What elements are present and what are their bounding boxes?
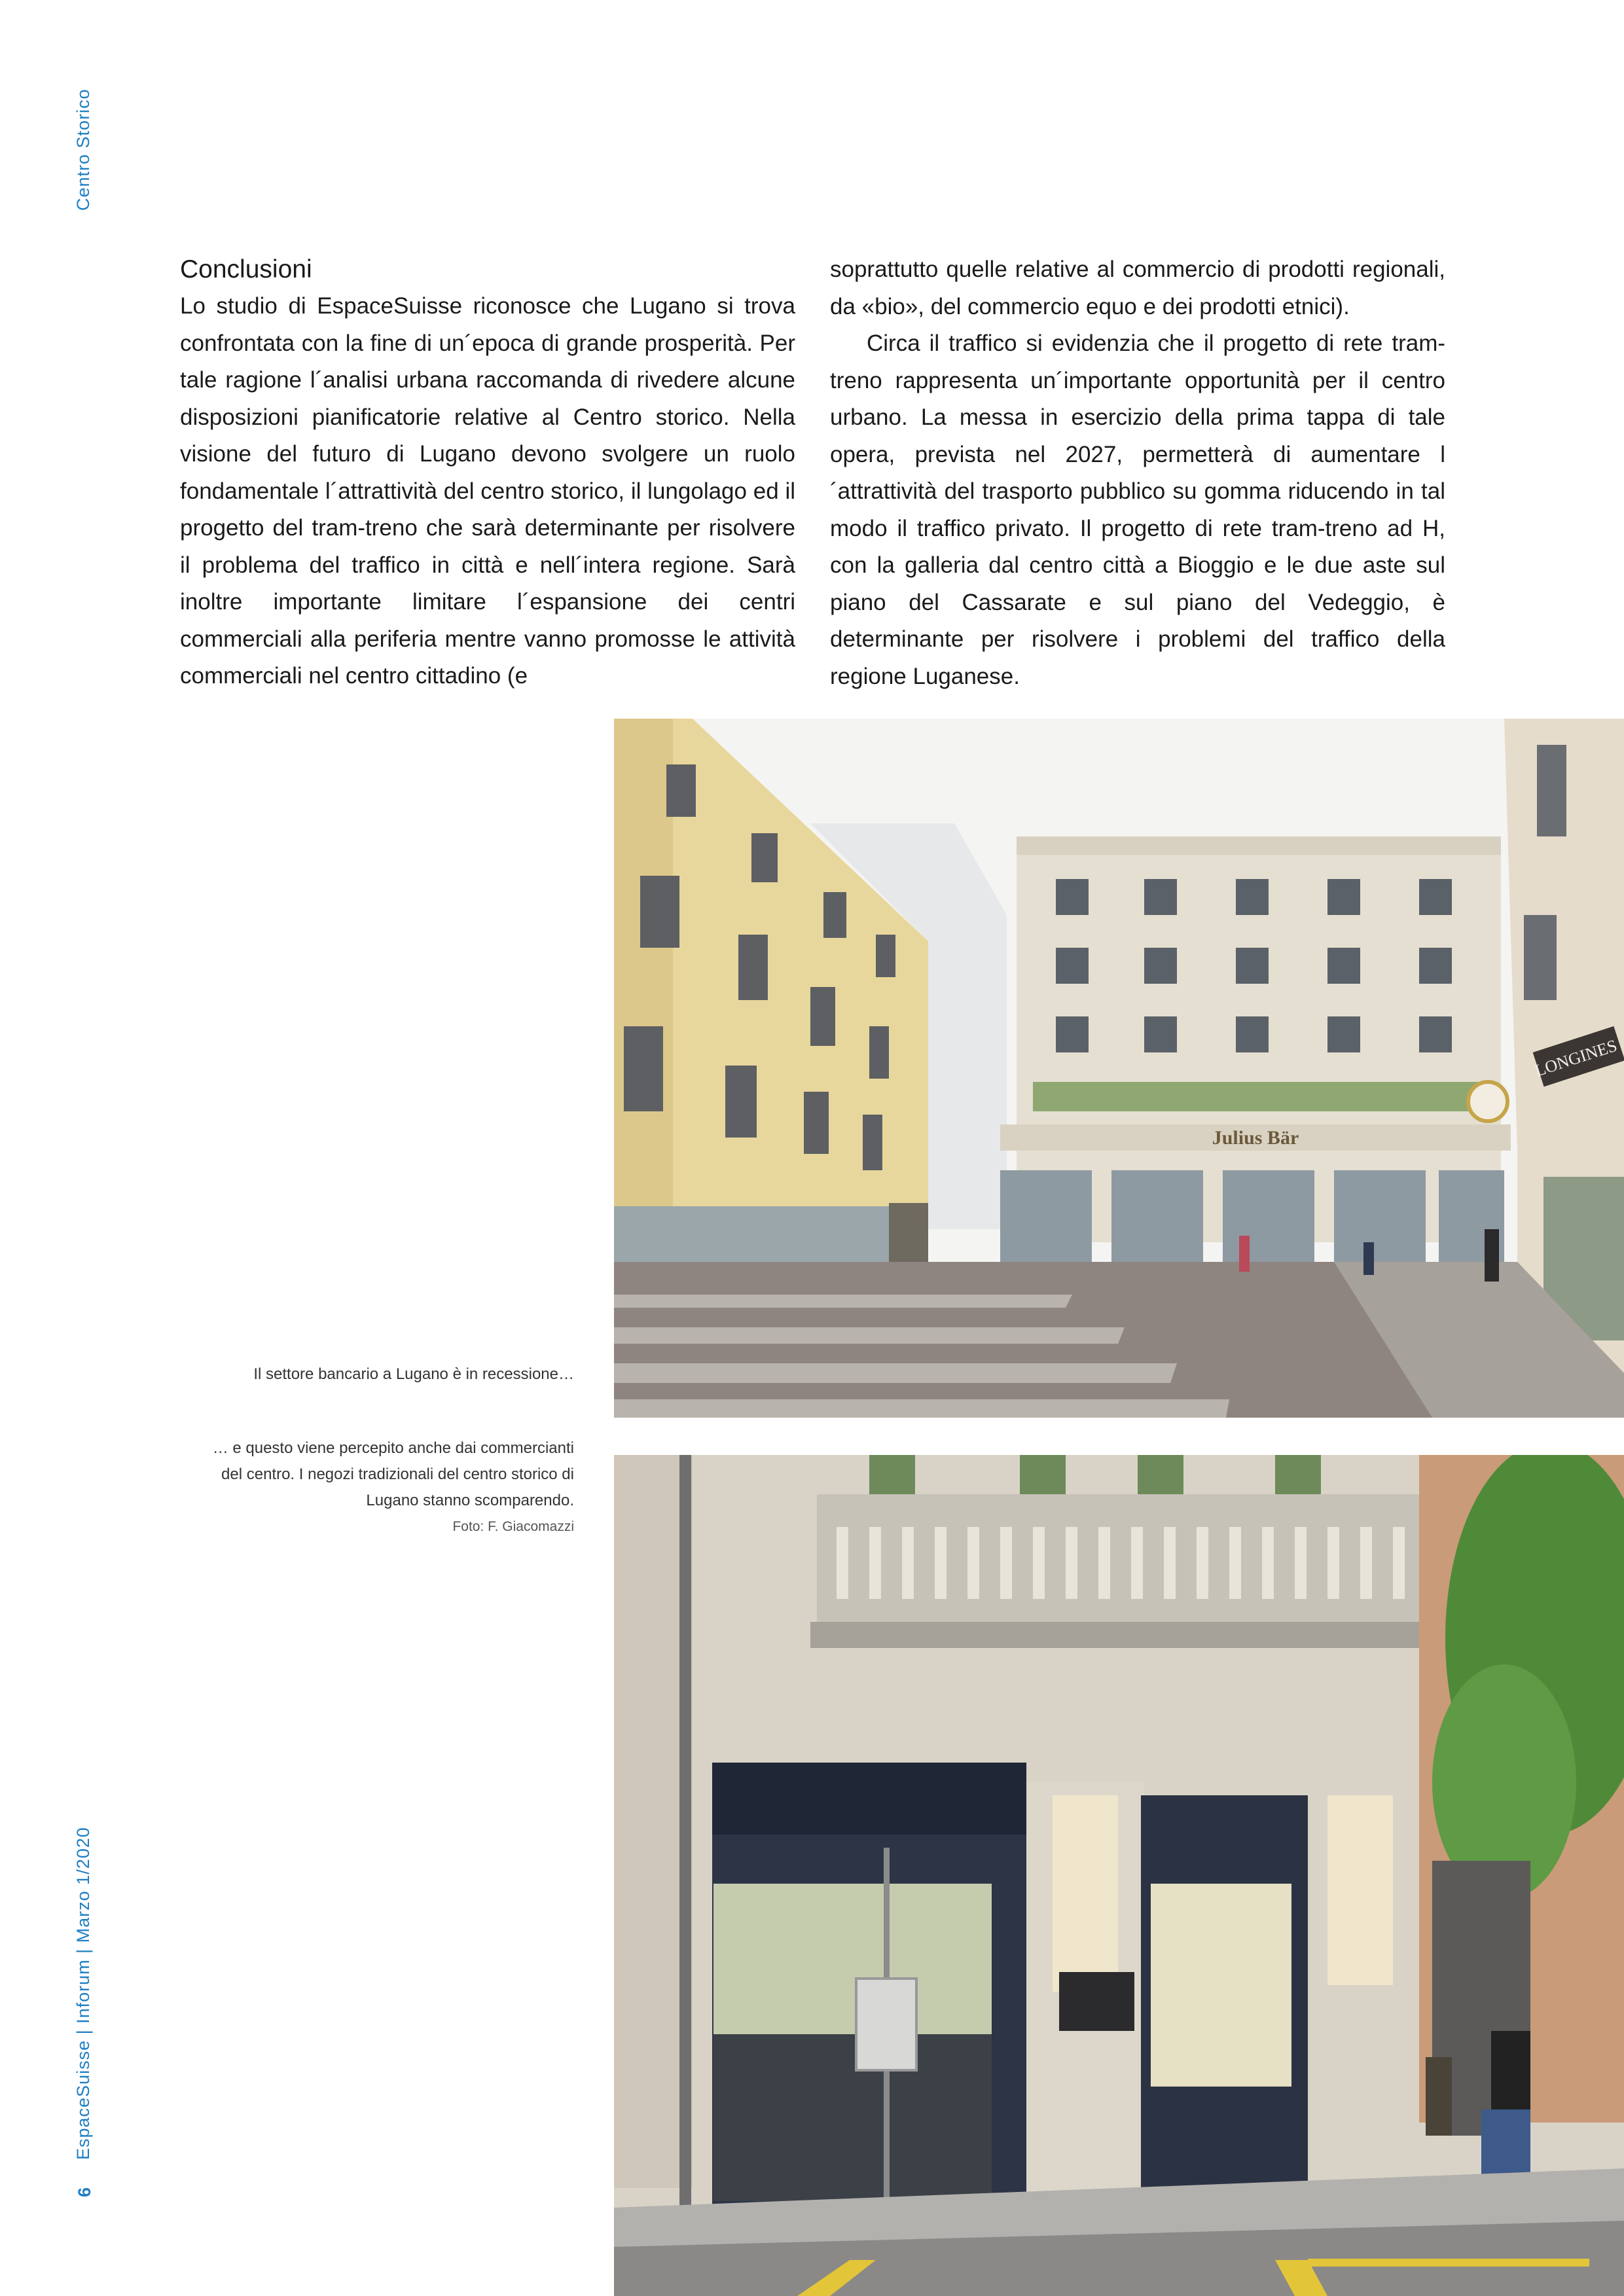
body-paragraph: soprattutto quelle relative al commercio di prodotti regionali, da «bio», del commercio equo e dei prodotti etnici). bbox=[830, 257, 1445, 319]
body-paragraph: Circa il traffico si evidenzia che il progetto di rete tram-treno rappresenta un´importante opportunità per il centro urbano. La messa in esercizio della prima tappa di tale opera, prevista nel 2027, permetterà di aumentare l´attrattività del trasporto pubblico su gomma riducendo in tal modo il traffico privato. Il progetto di rete tram-treno ad H, con la galleria dal centro città a Bioggio e le due aste sul piano del Cassarate e sul piano del Vedeggio, è determinante per risolvere i problemi del traffico della regione Luganese. bbox=[830, 331, 1445, 689]
caption-text: … e questo viene percepito anche dai commercianti del centro. I negozi tradizionali del centro storico di Lugano stanno scomparendo. bbox=[212, 1439, 574, 1509]
photo-caption-1: Il settore bancario a Lugano è in recessione… bbox=[253, 1365, 574, 1383]
bank-sign: Julius Bär bbox=[1212, 1127, 1299, 1149]
photo-credit: Foto: F. Giacomazzi bbox=[452, 1519, 574, 1534]
photo-caption-2 bbox=[208, 1435, 574, 1540]
photo-closed-shops bbox=[614, 1455, 1624, 2296]
section-label: Centro Storico bbox=[73, 88, 93, 211]
body-paragraph: Lo studio di EspaceSuisse riconosce che Lugano si trova confrontata con la fine di un´epoca di grande prosperità. Per tale ragione l´analisi urbana raccomanda di rivedere alcune disposizioni pianificatorie relative al Centro storico. Nella visione del futuro di Lugano devono svolgere un ruolo fondamentale l´attrattività del centro storico, il lungolago ed il progetto del tram-treno che sarà determinante per risolvere il problema del traffico in città e nell´intera regione. Sarà inoltre importante limitare l´espansione dei centri commerciali alla periferia mentre vanno promosse le attività commerciali nel centro cittadino (e bbox=[180, 293, 795, 689]
article-column-left bbox=[180, 251, 795, 695]
section-heading: Conclusioni bbox=[180, 255, 312, 283]
article-column-right bbox=[830, 251, 1445, 695]
publication-footer: EspaceSuisse | Inforum | Marzo 1/2020 bbox=[73, 1827, 93, 2160]
page-number: 6 bbox=[75, 2187, 94, 2197]
photo-bank-square bbox=[614, 719, 1624, 1418]
shop-sign: LONGINES bbox=[1532, 1035, 1619, 1081]
